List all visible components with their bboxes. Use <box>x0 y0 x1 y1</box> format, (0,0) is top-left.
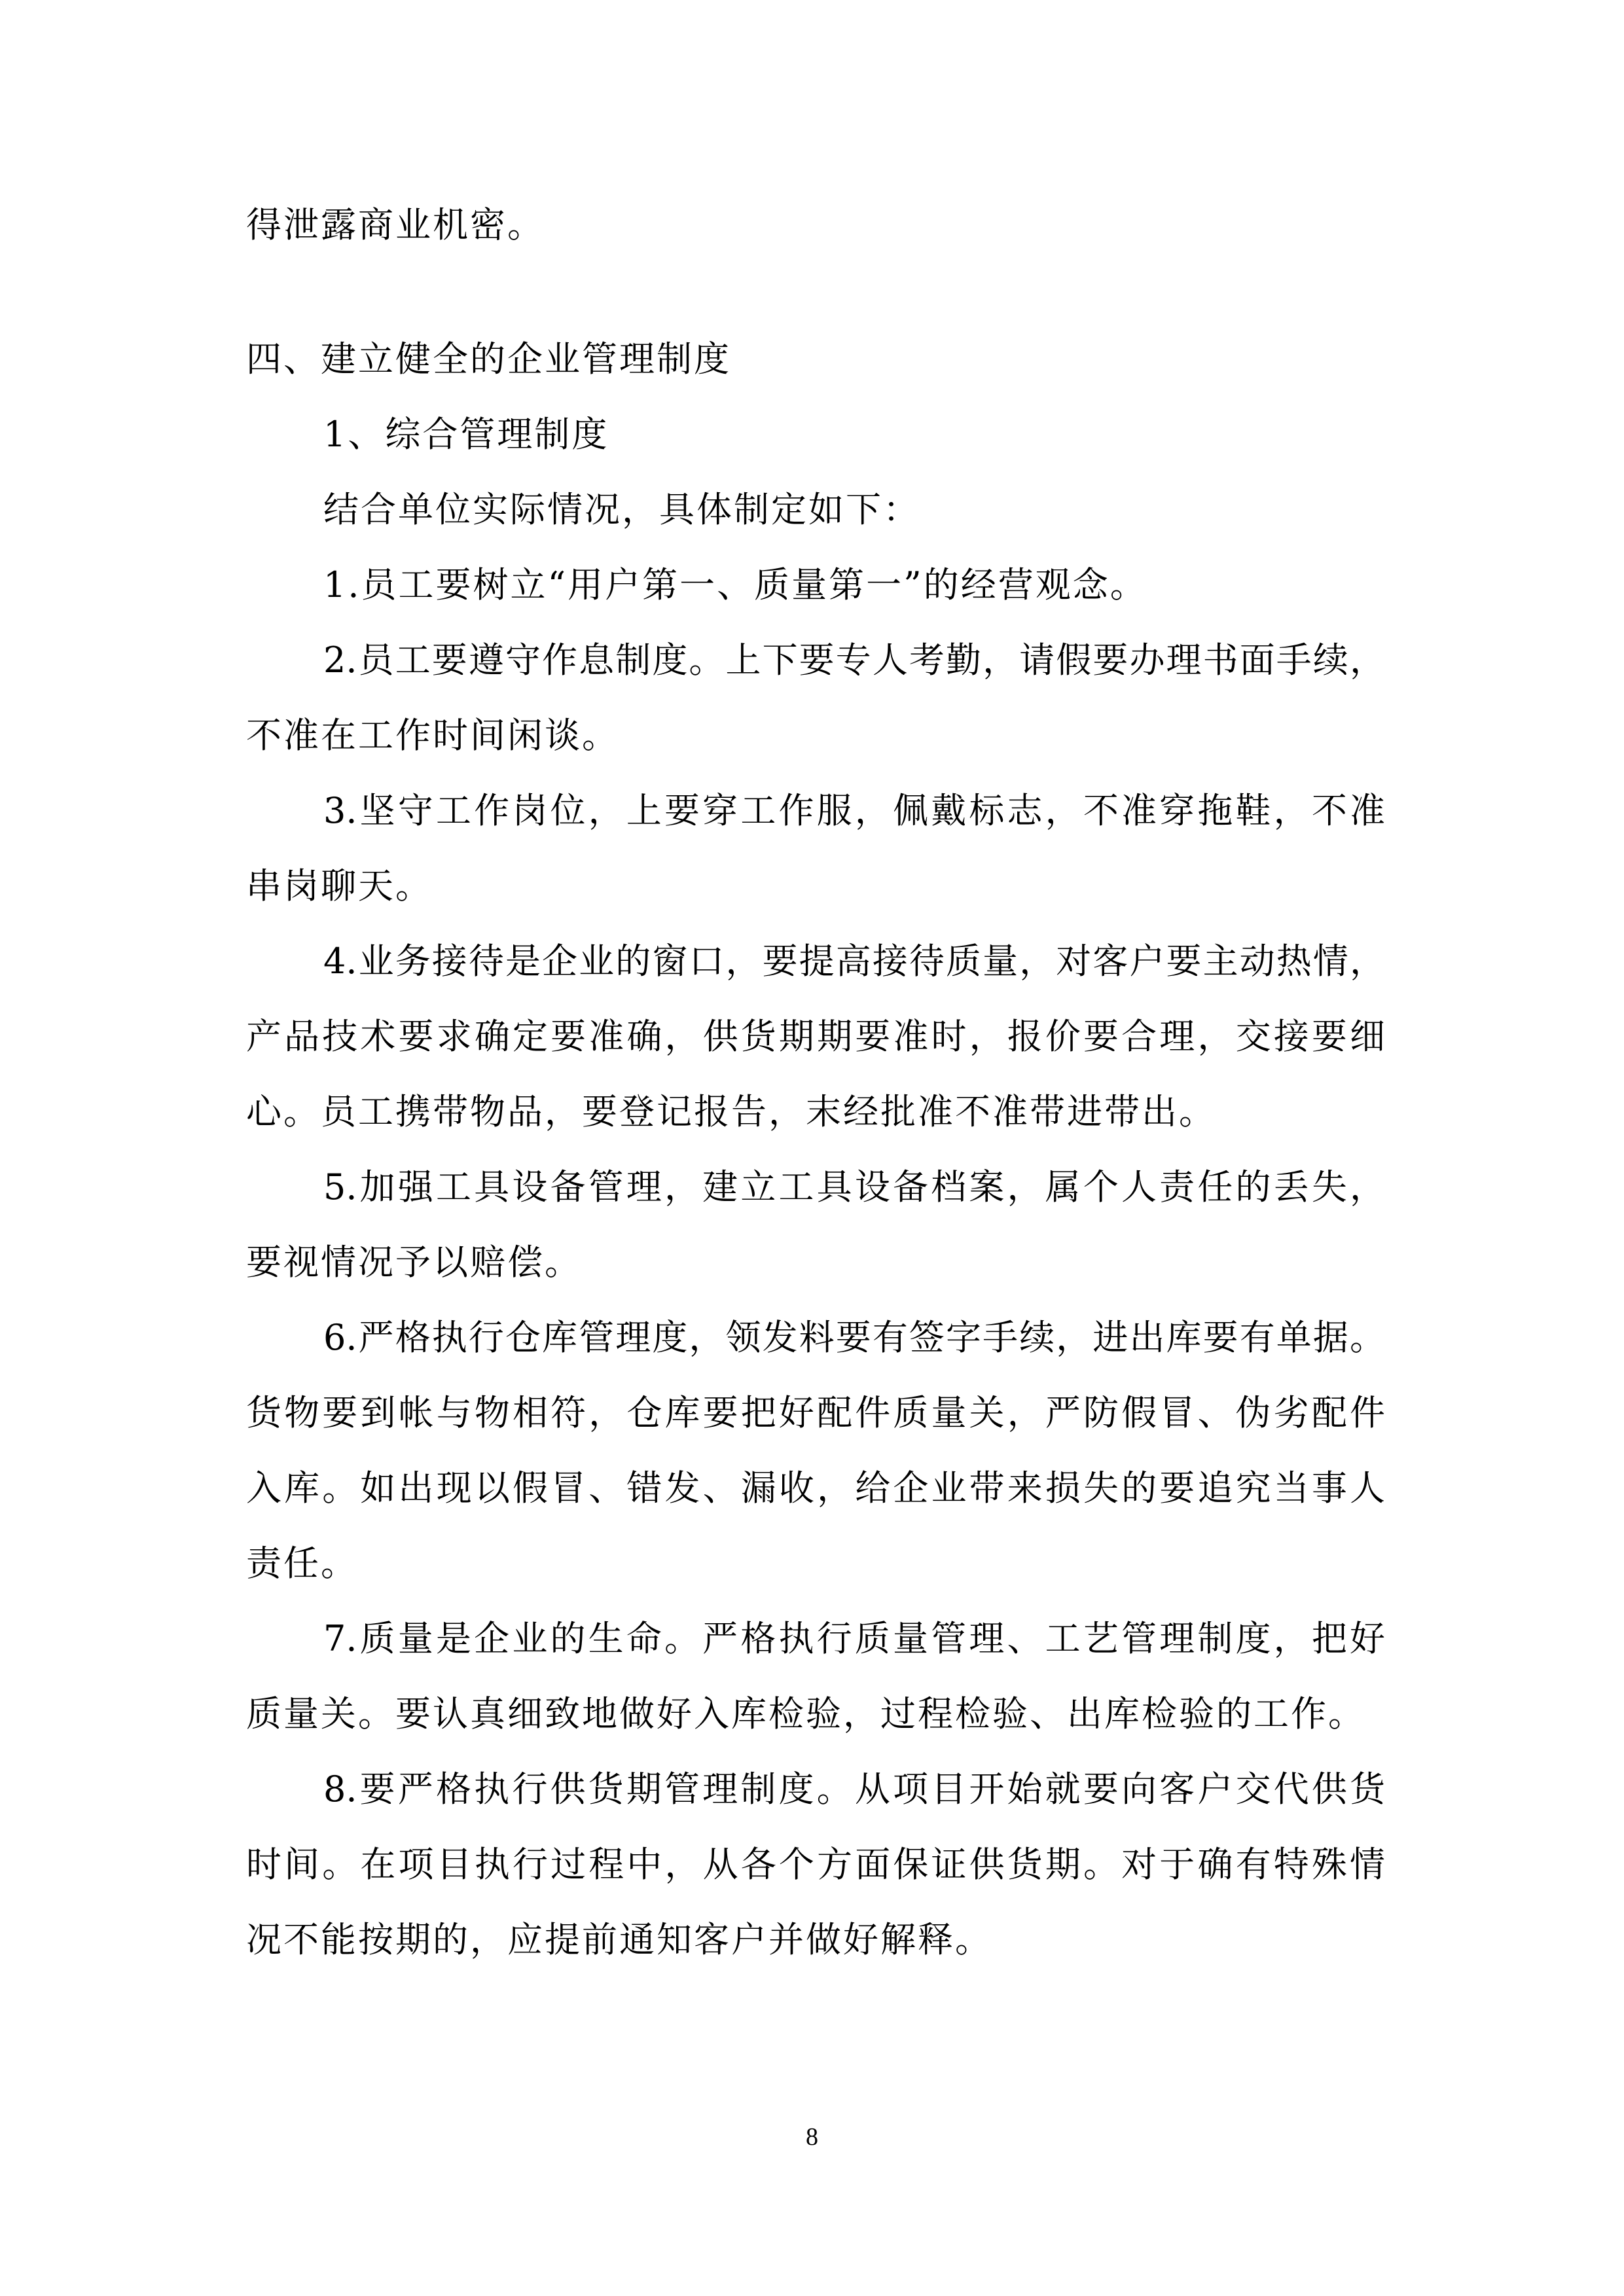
paragraph-line: 责任。 <box>246 1543 358 1584</box>
paragraph-line: 2.员工要遵守作息制度。上下要专人考勤，请假要办理书面手续， <box>323 639 1385 681</box>
paragraph-line: 况不能按期的，应提前通知客户并做好解释。 <box>246 1919 992 1960</box>
paragraph-line: 串岗聊天。 <box>246 865 433 906</box>
paragraph-line: 货物要到帐与物相符，仓库要把好配件质量关，严防假冒、伪劣配件 <box>246 1392 1385 1433</box>
paragraph-line: 1.员工要树立“用户第一、质量第一”的经营观念。 <box>323 564 1147 605</box>
list-item-5 <box>246 1149 1385 1300</box>
intro-line: 得泄露商业机密。 <box>246 204 545 245</box>
paragraph-line: 入库。如出现以假冒、错发、漏收，给企业带来损失的要追究当事人 <box>246 1467 1385 1509</box>
paragraph-line: 5.加强工具设备管理，建立工具设备档案，属个人责任的丢失， <box>323 1166 1385 1208</box>
list-item-7 <box>246 1601 1385 1751</box>
document-body <box>246 187 1385 1977</box>
paragraph-line: 3.坚守工作岗位，上要穿工作服，佩戴标志，不准穿拖鞋，不准 <box>323 790 1385 831</box>
paragraph-line: 4.业务接待是企业的窗口，要提高接待质量，对客户要主动热情， <box>323 941 1385 982</box>
list-item-8 <box>246 1751 1385 1977</box>
paragraph-line: 6.严格执行仓库管理度，领发料要有签字手续，进出库要有单据。 <box>323 1317 1385 1358</box>
paragraph-line: 不准在工作时间闲谈。 <box>246 715 619 756</box>
paragraph-line: 8.要严格执行供货期管理制度。从项目开始就要向客户交代供货 <box>323 1768 1385 1810</box>
subheading: 1、综合管理制度 <box>323 414 609 455</box>
page-number: 8 <box>806 2123 818 2151</box>
paragraph-line: 产品技术要求确定要准确，供货期期要准时，报价要合理，交接要细 <box>246 1016 1385 1057</box>
paragraph-line: 要视情况予以赔偿。 <box>246 1242 582 1283</box>
list-item-3 <box>246 773 1385 924</box>
list-item-4 <box>246 924 1385 1149</box>
paragraph-line: 心。员工携带物品，要登记报告，末经批准不准带进带出。 <box>246 1091 1216 1132</box>
lead-paragraph: 结合单位实际情况，具体制定如下： <box>323 489 920 530</box>
section-gap <box>246 262 1385 321</box>
paragraph-line: 时间。在项目执行过程中，从各个方面保证供货期。对于确有特殊情 <box>246 1844 1385 1885</box>
paragraph-line: 7.质量是企业的生命。严格执行质量管理、工艺管理制度，把好 <box>323 1618 1385 1659</box>
list-item-6 <box>246 1300 1385 1601</box>
list-item-1 <box>246 547 1385 622</box>
list-item-2 <box>246 622 1385 773</box>
section-heading: 四、建立健全的企业管理制度 <box>246 338 731 380</box>
paragraph-line: 质量关。要认真细致地做好入库检验，过程检验、出库检验的工作。 <box>246 1693 1365 1734</box>
